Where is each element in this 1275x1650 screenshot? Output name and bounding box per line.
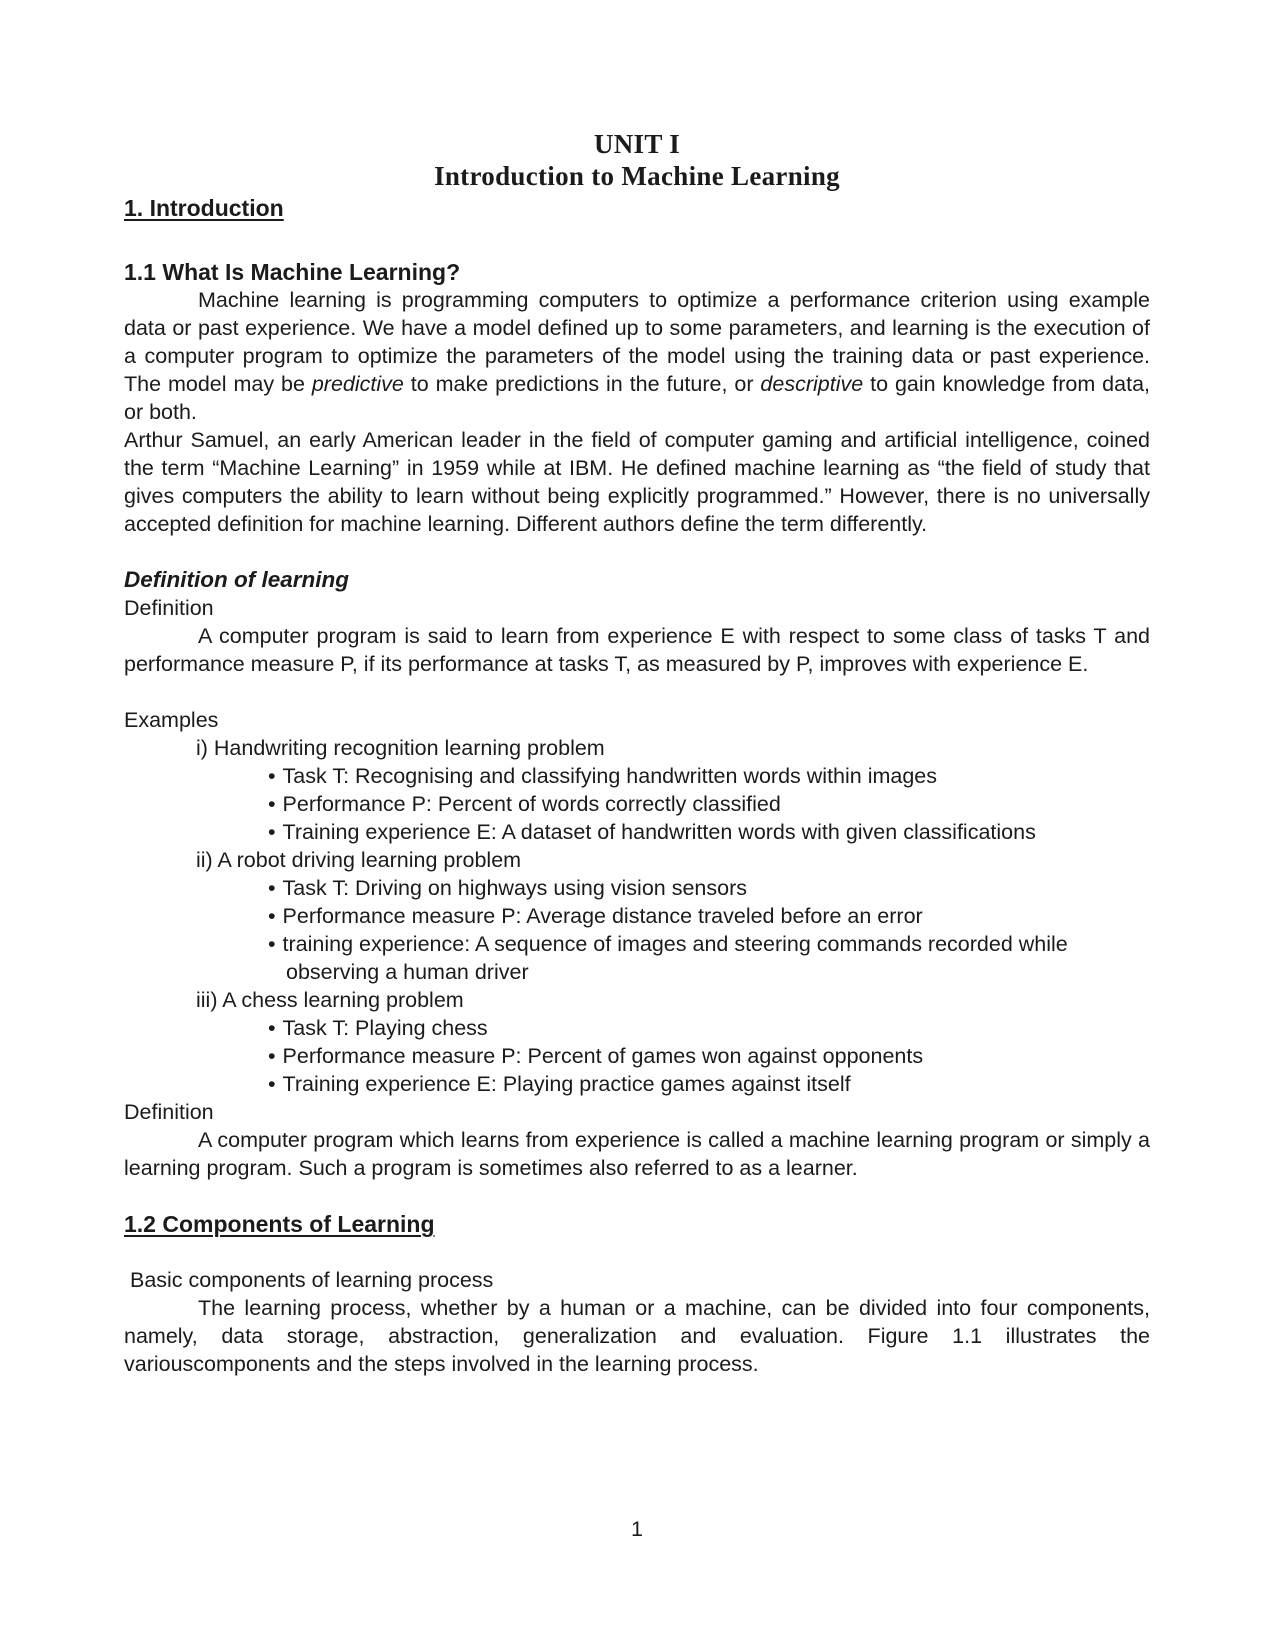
list-item-text: Performance measure P: Percent of games won against opponents: [282, 1044, 924, 1068]
list-item-text: training experience: A sequence of images and steering commands recorded while observing a human driver: [282, 932, 1068, 984]
spacer: [124, 678, 1150, 706]
page-number: 1: [631, 1517, 643, 1541]
paragraph-definition-1: A computer program is said to learn from experience E with respect to some class of tasks T and performance measure P, if its performance at tasks T, as measured by P, improves with experience E.: [124, 624, 1150, 676]
list-item: [268, 790, 1150, 818]
list-item: [268, 762, 1150, 790]
list-item: [268, 930, 1150, 986]
list-item-text: Training experience E: Playing practice games against itself: [282, 1072, 851, 1096]
list-item: [268, 818, 1150, 846]
spacer: [124, 224, 1150, 258]
section-heading-introduction: 1. Introduction: [124, 195, 284, 221]
list-item-text: Task T: Playing chess: [282, 1016, 488, 1040]
heading-definition-of-learning: Definition of learning: [124, 567, 349, 592]
spacer: [124, 1238, 1150, 1266]
paragraph-learning-process: The learning process, whether by a human or a machine, can be divided into four components, namely, data storage, abstraction, generalization and evaluation. Figure 1.1 illustrates the variouscomponents and the steps involved in the learning process.: [124, 1296, 1150, 1376]
bullet-marker: •: [268, 904, 276, 928]
italic-term-predictive: predictive: [311, 372, 404, 396]
list-item: [268, 874, 1150, 902]
list-item-text: Performance P: Percent of words correctly classified: [282, 792, 781, 816]
bullet-marker: •: [268, 1044, 276, 1068]
list-item: [268, 1014, 1150, 1042]
spacer: [124, 1182, 1150, 1210]
basic-components-label: Basic components of learning process: [124, 1268, 494, 1292]
definition-label: Definition: [124, 596, 214, 620]
bullet-marker: •: [268, 1072, 276, 1096]
list-item: [268, 1070, 1150, 1098]
list-item-text: Task T: Driving on highways using vision sensors: [282, 876, 747, 900]
unit-title: UNIT I: [593, 129, 681, 159]
examples-label: Examples: [124, 708, 219, 732]
italic-term-descriptive: descriptive: [760, 372, 864, 396]
bullet-marker: •: [268, 876, 276, 900]
bullet-marker: •: [268, 932, 276, 956]
section-heading-components: 1.2 Components of Learning: [124, 1211, 435, 1237]
paragraph-what-is-ml: [124, 286, 1150, 426]
paragraph-text: Machine learning is programming computers to optimize a performance criterion using example data or past experience. We have a model defined up to some parameters, and learning is the execution of a computer program to optimize the parameters of the model using the training data or past experience. The model may be: [124, 288, 1150, 396]
spacer: [124, 538, 1150, 566]
bullet-marker: •: [268, 820, 276, 844]
example-label-handwriting: i) Handwriting recognition learning problem: [196, 736, 605, 760]
definition-label: Definition: [124, 1100, 214, 1124]
example-label-robot-driving: ii) A robot driving learning problem: [196, 848, 522, 872]
example-label-chess: iii) A chess learning problem: [196, 988, 464, 1012]
unit-subtitle: Introduction to Machine Learning: [434, 161, 840, 191]
paragraph-definition-2: A computer program which learns from experience is called a machine learning program or simply a learning program. Such a program is sometimes also referred to as a learner.: [124, 1128, 1150, 1180]
list-item-text: Training experience E: A dataset of handwritten words with given classifications: [282, 820, 1036, 844]
section-heading-what-is-ml: 1.1 What Is Machine Learning?: [124, 259, 461, 285]
bullet-marker: •: [268, 1016, 276, 1040]
bullet-marker: •: [268, 764, 276, 788]
list-item-text: Task T: Recognising and classifying handwritten words within images: [282, 764, 938, 788]
list-item: [268, 902, 1150, 930]
list-item: [268, 1042, 1150, 1070]
bullet-marker: •: [268, 792, 276, 816]
paragraph-text: to gain knowledge from data, or both.: [124, 372, 1151, 424]
paragraph-arthur-samuel: Arthur Samuel, an early American leader in the field of computer gaming and artificial intelligence, coined the term “Machine Learning” in 1959 while at IBM. He defined machine learning as “the field of study that gives computers the ability to learn without being explicitly programmed.” However, there is no universally accepted definition for machine learning. Different authors define the term differently.: [124, 428, 1150, 536]
paragraph-text: to make predictions in the future, or: [403, 372, 761, 396]
list-item-text: Performance measure P: Average distance traveled before an error: [282, 904, 923, 928]
